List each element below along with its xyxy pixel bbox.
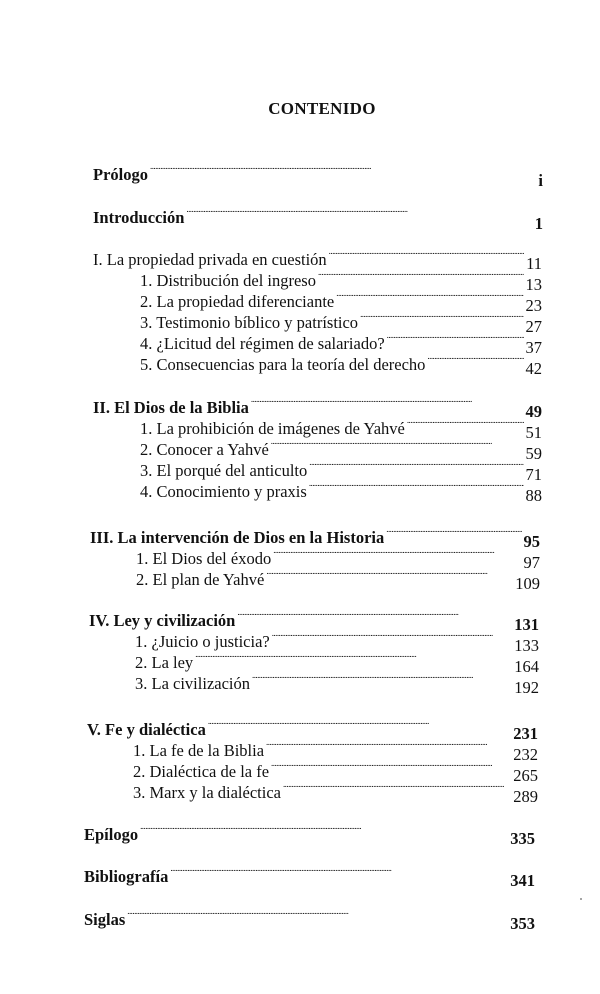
dot-leader xyxy=(283,778,511,798)
scan-speck xyxy=(580,898,582,900)
dot-leader xyxy=(271,435,524,455)
toc-entry-page: 95 xyxy=(523,532,540,551)
toc-entry-page: 42 xyxy=(525,359,542,378)
dot-leader xyxy=(186,203,532,223)
toc-entry-page: 37 xyxy=(525,338,542,357)
toc-entry-page: 289 xyxy=(513,787,538,806)
toc-entry xyxy=(84,862,535,890)
dot-leader xyxy=(237,606,512,626)
toc-entry-label: 1. El Dios del éxodo xyxy=(136,549,272,568)
toc-entry-page: 1 xyxy=(534,214,543,233)
toc-entry-label: 3. Testimonio bíblico y patrístico xyxy=(140,313,359,332)
dot-leader xyxy=(251,393,524,413)
toc-entry-page: 11 xyxy=(526,254,542,273)
toc-entry-label: V. Fe y dialéctica xyxy=(87,720,206,739)
toc-entry-page: 265 xyxy=(513,766,538,785)
toc-entry-page: 27 xyxy=(525,317,542,336)
toc-entry-page: 51 xyxy=(525,423,542,442)
toc-entry-page: 164 xyxy=(514,657,539,676)
dot-leader xyxy=(170,862,508,882)
toc-entry-label: 1. La prohibición de imágenes de Yahvé xyxy=(140,419,405,438)
toc-entry xyxy=(84,820,535,848)
dot-leader xyxy=(407,414,524,434)
dot-leader xyxy=(386,523,521,543)
page-title: CONTENIDO xyxy=(268,99,376,118)
toc-entry-label: Introducción xyxy=(93,208,185,227)
toc-entry-label: Bibliografía xyxy=(84,867,169,886)
toc-entry-page: 97 xyxy=(523,553,540,572)
toc-entry-page: 131 xyxy=(514,615,539,634)
toc-entry xyxy=(140,477,542,505)
toc-entry-page: 133 xyxy=(514,636,539,655)
dot-leader xyxy=(360,308,523,328)
toc-entry-page: 232 xyxy=(513,745,538,764)
toc-entry-label: 2. El plan de Yahvé xyxy=(136,570,265,589)
toc-entry-page: 231 xyxy=(513,724,538,743)
toc-entry xyxy=(136,565,540,593)
toc-entry xyxy=(133,778,538,806)
toc-entry-label: 1. Distribución del ingreso xyxy=(140,271,316,290)
toc-entry xyxy=(93,203,543,233)
dot-leader xyxy=(195,648,512,668)
dot-leader xyxy=(329,245,524,265)
dot-leader xyxy=(309,456,523,476)
toc-entry-label: 2. Conocer a Yahvé xyxy=(140,440,269,459)
toc-entry-page: 13 xyxy=(525,275,542,294)
toc-entry-page: 23 xyxy=(525,296,542,315)
dot-leader xyxy=(427,350,523,370)
dot-leader xyxy=(140,820,508,840)
toc-entry-label: I. La propiedad privada en cuestión xyxy=(93,250,327,269)
toc-entry-label: Epílogo xyxy=(84,825,139,844)
toc-entry-page: 192 xyxy=(514,678,539,697)
toc-entry-label: IV. Ley y civilización xyxy=(89,611,236,630)
toc-entry xyxy=(84,905,535,933)
dot-leader xyxy=(127,905,508,925)
toc-entry-page: 88 xyxy=(525,486,542,505)
dot-leader xyxy=(208,715,511,735)
toc-entry xyxy=(93,160,543,190)
toc-entry-page: 71 xyxy=(525,465,542,484)
toc-entry-page: i xyxy=(538,171,543,190)
toc-entry-page: 59 xyxy=(525,444,542,463)
dot-leader xyxy=(318,266,524,286)
toc-entry-label: 3. El porqué del anticulto xyxy=(140,461,308,480)
dot-leader xyxy=(273,544,521,564)
dot-leader xyxy=(252,669,512,689)
toc-entry-label: 2. Dialéctica de la fe xyxy=(133,762,270,781)
dot-leader xyxy=(271,757,511,777)
dot-leader xyxy=(387,329,524,349)
toc-entry-label: 3. Marx y la dialéctica xyxy=(133,783,281,802)
dot-leader xyxy=(150,160,536,180)
dot-leader xyxy=(309,477,524,497)
toc-entry-page: 49 xyxy=(525,402,542,421)
toc-entry-label: 5. Consecuencias para la teoría del derecho xyxy=(140,355,426,374)
toc-entry-page: 335 xyxy=(510,829,535,848)
toc-entry-label: 2. La propiedad diferenciante xyxy=(140,292,335,311)
toc-entry-label: Prólogo xyxy=(93,165,148,184)
toc-entry-label: 1. La fe de la Biblia xyxy=(133,741,265,760)
toc-entry-page: 353 xyxy=(510,914,535,933)
dot-leader xyxy=(266,736,511,756)
toc-entry-label: 2. La ley xyxy=(135,653,194,672)
toc-entry-label: II. El Dios de la Biblia xyxy=(93,398,249,417)
dot-leader xyxy=(336,287,523,307)
dot-leader xyxy=(272,627,513,647)
toc-entry-page: 109 xyxy=(515,574,540,593)
toc-entry-page: 341 xyxy=(510,871,535,890)
toc-entry-label: Siglas xyxy=(84,910,126,929)
toc-entry-label: III. La intervención de Dios en la Historia xyxy=(90,528,385,547)
toc-entry xyxy=(135,669,539,697)
toc-entry-label: 4. Conocimiento y praxis xyxy=(140,482,307,501)
dot-leader xyxy=(266,565,513,585)
toc-entry-label: 4. ¿Licitud del régimen de salariado? xyxy=(140,334,385,353)
toc-entry-label: 1. ¿Juicio o justicia? xyxy=(135,632,270,651)
toc-entry-label: 3. La civilización xyxy=(135,674,250,693)
toc-entry xyxy=(140,350,542,378)
